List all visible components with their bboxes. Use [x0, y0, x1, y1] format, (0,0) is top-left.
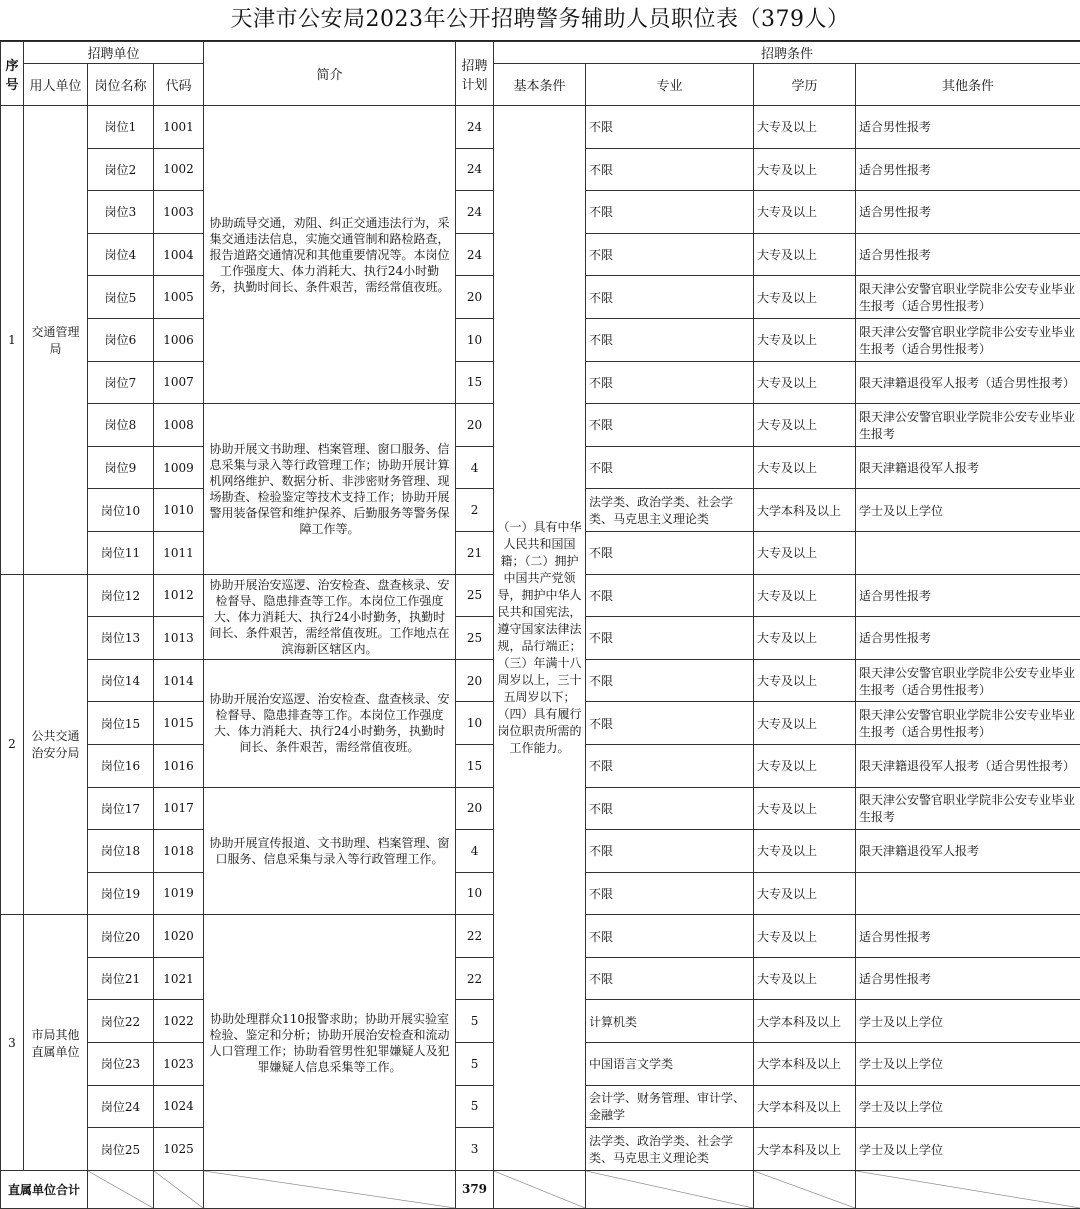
- major: 法学类、政治学类、社会学类、马克思主义理论类: [586, 489, 754, 532]
- education: 大学本科及以上: [754, 1000, 856, 1043]
- post-code: 1015: [154, 702, 204, 745]
- major: 计算机类: [586, 1000, 754, 1043]
- education: 大专及以上: [754, 872, 856, 915]
- other-conditions: 限天津公安警官职业学院非公安专业毕业生报考: [856, 787, 1080, 830]
- post-code: 1003: [154, 191, 204, 234]
- post-name: 岗位7: [88, 361, 154, 404]
- header-seq: 序号: [1, 42, 24, 106]
- education: 大专及以上: [754, 361, 856, 404]
- recruit-plan: 20: [456, 404, 494, 447]
- total-plan: 379: [456, 1170, 494, 1208]
- recruit-plan: 25: [456, 574, 494, 617]
- empty-cell: [586, 1170, 754, 1208]
- education: 大专及以上: [754, 148, 856, 191]
- empty-cell: [856, 1170, 1080, 1208]
- header-basic: 基本条件: [494, 64, 586, 106]
- other-conditions: 限天津公安警官职业学院非公安专业毕业生报考（适合男性报考）: [856, 659, 1080, 702]
- recruit-plan: 22: [456, 915, 494, 958]
- other-conditions: 适合男性报考: [856, 148, 1080, 191]
- education: 大专及以上: [754, 957, 856, 1000]
- major: 中国语言文学类: [586, 1043, 754, 1086]
- post-name: 岗位9: [88, 446, 154, 489]
- major: 不限: [586, 404, 754, 447]
- recruit-plan: 15: [456, 361, 494, 404]
- post-code: 1009: [154, 446, 204, 489]
- post-intro: 协助开展宣传报道、文书助理、档案管理、窗口服务、信息采集与录入等行政管理工作。: [204, 787, 456, 915]
- empty-cell: [494, 1170, 586, 1208]
- post-code: 1025: [154, 1128, 204, 1171]
- education: 大专及以上: [754, 446, 856, 489]
- other-conditions: 限天津籍退役军人报考: [856, 830, 1080, 873]
- recruit-plan: 24: [456, 148, 494, 191]
- post-name: 岗位19: [88, 872, 154, 915]
- post-name: 岗位24: [88, 1085, 154, 1128]
- recruit-plan: 21: [456, 531, 494, 574]
- post-code: 1018: [154, 830, 204, 873]
- other-conditions: 适合男性报考: [856, 574, 1080, 617]
- other-conditions: 学士及以上学位: [856, 1128, 1080, 1171]
- education: 大专及以上: [754, 191, 856, 234]
- post-name: 岗位8: [88, 404, 154, 447]
- post-name: 岗位6: [88, 318, 154, 361]
- education: 大学本科及以上: [754, 1128, 856, 1171]
- major: 不限: [586, 318, 754, 361]
- post-code: 1024: [154, 1085, 204, 1128]
- other-conditions: 适合男性报考: [856, 233, 1080, 276]
- post-code: 1014: [154, 659, 204, 702]
- post-code: 1023: [154, 1043, 204, 1086]
- major: 不限: [586, 574, 754, 617]
- post-code: 1022: [154, 1000, 204, 1043]
- header-plan: 招聘计划: [456, 42, 494, 106]
- post-name: 岗位21: [88, 957, 154, 1000]
- post-code: 1017: [154, 787, 204, 830]
- recruit-plan: 24: [456, 106, 494, 149]
- post-name: 岗位10: [88, 489, 154, 532]
- post-code: 1007: [154, 361, 204, 404]
- major: 不限: [586, 659, 754, 702]
- other-conditions: 适合男性报考: [856, 957, 1080, 1000]
- education: 大专及以上: [754, 787, 856, 830]
- other-conditions: 适合男性报考: [856, 106, 1080, 149]
- total-label: 直属单位合计: [1, 1170, 88, 1208]
- recruit-plan: 20: [456, 659, 494, 702]
- recruit-plan: 4: [456, 446, 494, 489]
- education: 大专及以上: [754, 233, 856, 276]
- other-conditions: 限天津籍退役军人报考: [856, 446, 1080, 489]
- post-name: 岗位18: [88, 830, 154, 873]
- basic-conditions: （一）具有中华人民共和国国籍；（二）拥护中国共产党领导，拥护中华人民共和国宪法，遵守国家法律法规，品行端正；（三）年满十八周岁以上，三十五周岁以下；（四）具有履行岗位职责所需的工作能力。: [494, 106, 586, 1171]
- other-conditions: 适合男性报考: [856, 617, 1080, 660]
- major: 不限: [586, 617, 754, 660]
- other-conditions: 学士及以上学位: [856, 1085, 1080, 1128]
- major: 不限: [586, 276, 754, 319]
- education: 大专及以上: [754, 404, 856, 447]
- recruit-plan: 4: [456, 830, 494, 873]
- other-conditions: 限天津籍退役军人报考（适合男性报考）: [856, 744, 1080, 787]
- empty-cell: [88, 1170, 154, 1208]
- major: 不限: [586, 191, 754, 234]
- page-title: 天津市公安局2023年公开招聘警务辅助人员职位表（379人）: [0, 0, 1080, 41]
- education: 大学本科及以上: [754, 1085, 856, 1128]
- group-seq: 2: [1, 574, 24, 915]
- education: 大学本科及以上: [754, 489, 856, 532]
- header-unit-group: 招聘单位: [24, 42, 204, 64]
- major: 不限: [586, 787, 754, 830]
- table-row: [1, 106, 1080, 149]
- group-unit: 市局其他直属单位: [24, 915, 88, 1171]
- post-name: 岗位14: [88, 659, 154, 702]
- group-seq: 3: [1, 915, 24, 1171]
- post-code: 1008: [154, 404, 204, 447]
- other-conditions: 限天津公安警官职业学院非公安专业毕业生报考（适合男性报考）: [856, 276, 1080, 319]
- post-code: 1013: [154, 617, 204, 660]
- other-conditions: 适合男性报考: [856, 915, 1080, 958]
- recruit-plan: 10: [456, 702, 494, 745]
- education: 大专及以上: [754, 915, 856, 958]
- post-name: 岗位12: [88, 574, 154, 617]
- major: 法学类、政治学类、社会学类、马克思主义理论类: [586, 1128, 754, 1171]
- education: 大专及以上: [754, 702, 856, 745]
- group-unit: 交通管理局: [24, 106, 88, 575]
- other-conditions: [856, 531, 1080, 574]
- post-name: 岗位23: [88, 1043, 154, 1086]
- other-conditions: [856, 872, 1080, 915]
- education: 大专及以上: [754, 744, 856, 787]
- header-education: 学历: [754, 64, 856, 106]
- post-name: 岗位11: [88, 531, 154, 574]
- other-conditions: 限天津公安警官职业学院非公安专业毕业生报考: [856, 404, 1080, 447]
- post-intro: 协助疏导交通，劝阻、纠正交通违法行为，采集交通违法信息，实施交通管制和路检路查，报告道路交通情况和其他重要情况等。本岗位工作强度大、体力消耗大、执行24小时勤务，执勤时间长、条件艰苦，需经常值夜班。: [204, 106, 456, 404]
- recruit-plan: 20: [456, 276, 494, 319]
- education: 大学本科及以上: [754, 1043, 856, 1086]
- post-code: 1021: [154, 957, 204, 1000]
- post-name: 岗位17: [88, 787, 154, 830]
- post-name: 岗位25: [88, 1128, 154, 1171]
- post-code: 1001: [154, 106, 204, 149]
- header-other: 其他条件: [856, 64, 1080, 106]
- header-code: 代码: [154, 64, 204, 106]
- post-name: 岗位3: [88, 191, 154, 234]
- post-code: 1010: [154, 489, 204, 532]
- recruit-plan: 5: [456, 1043, 494, 1086]
- position-table: [0, 41, 1080, 1209]
- recruit-plan: 3: [456, 1128, 494, 1171]
- major: 不限: [586, 702, 754, 745]
- major: 不限: [586, 446, 754, 489]
- empty-cell: [204, 1170, 456, 1208]
- recruit-plan: 24: [456, 233, 494, 276]
- education: 大专及以上: [754, 318, 856, 361]
- group-unit: 公共交通治安分局: [24, 574, 88, 915]
- recruit-plan: 5: [456, 1085, 494, 1128]
- post-code: 1012: [154, 574, 204, 617]
- other-conditions: 限天津籍退役军人报考（适合男性报考）: [856, 361, 1080, 404]
- education: 大专及以上: [754, 531, 856, 574]
- header-post-name: 岗位名称: [88, 64, 154, 106]
- empty-cell: [154, 1170, 204, 1208]
- post-name: 岗位16: [88, 744, 154, 787]
- recruit-plan: 10: [456, 872, 494, 915]
- major: 不限: [586, 957, 754, 1000]
- recruit-plan: 25: [456, 617, 494, 660]
- education: 大专及以上: [754, 106, 856, 149]
- major: 会计学、财务管理、审计学、金融学: [586, 1085, 754, 1128]
- recruit-plan: 20: [456, 787, 494, 830]
- recruit-plan: 5: [456, 1000, 494, 1043]
- post-intro: 协助开展治安巡逻、治安检查、盘查核录、安检督导、隐患排查等工作。本岗位工作强度大、体力消耗大、执行24小时勤务，执勤时间长、条件艰苦，需经常值夜班。: [204, 659, 456, 787]
- recruit-plan: 22: [456, 957, 494, 1000]
- header-major: 专业: [586, 64, 754, 106]
- post-code: 1020: [154, 915, 204, 958]
- major: 不限: [586, 531, 754, 574]
- recruit-plan: 15: [456, 744, 494, 787]
- education: 大专及以上: [754, 617, 856, 660]
- post-code: 1006: [154, 318, 204, 361]
- education: 大专及以上: [754, 659, 856, 702]
- post-code: 1002: [154, 148, 204, 191]
- post-code: 1016: [154, 744, 204, 787]
- education: 大专及以上: [754, 574, 856, 617]
- post-intro: 协助开展治安巡逻、治安检查、盘查核录、安检督导、隐患排查等工作。本岗位工作强度大、体力消耗大、执行24小时勤务，执勤时间长、条件艰苦，需经常值夜班。工作地点在滨海新区辖区内。: [204, 574, 456, 659]
- empty-cell: [754, 1170, 856, 1208]
- post-intro: 协助开展文书助理、档案管理、窗口服务、信息采集与录入等行政管理工作；协助开展计算机网络维护、数据分析、非涉密财务管理、现场勘查、检验鉴定等技术支持工作；协助开展警用装备保管和维护保养、后勤服务等警务保障工作等。: [204, 404, 456, 574]
- other-conditions: 学士及以上学位: [856, 1043, 1080, 1086]
- header-employer: 用人单位: [24, 64, 88, 106]
- header-intro: 简介: [204, 42, 456, 106]
- header-cond-group: 招聘条件: [494, 42, 1080, 64]
- major: 不限: [586, 744, 754, 787]
- education: 大专及以上: [754, 276, 856, 319]
- post-name: 岗位13: [88, 617, 154, 660]
- post-code: 1005: [154, 276, 204, 319]
- other-conditions: 限天津公安警官职业学院非公安专业毕业生报考（适合男性报考）: [856, 318, 1080, 361]
- major: 不限: [586, 148, 754, 191]
- post-name: 岗位5: [88, 276, 154, 319]
- major: 不限: [586, 361, 754, 404]
- post-name: 岗位1: [88, 106, 154, 149]
- other-conditions: 学士及以上学位: [856, 489, 1080, 532]
- group-seq: 1: [1, 106, 24, 575]
- major: 不限: [586, 830, 754, 873]
- post-code: 1004: [154, 233, 204, 276]
- post-code: 1019: [154, 872, 204, 915]
- major: 不限: [586, 872, 754, 915]
- post-name: 岗位15: [88, 702, 154, 745]
- major: 不限: [586, 233, 754, 276]
- education: 大专及以上: [754, 830, 856, 873]
- post-name: 岗位20: [88, 915, 154, 958]
- other-conditions: 限天津公安警官职业学院非公安专业毕业生报考（适合男性报考）: [856, 702, 1080, 745]
- major: 不限: [586, 915, 754, 958]
- other-conditions: 适合男性报考: [856, 191, 1080, 234]
- other-conditions: 学士及以上学位: [856, 1000, 1080, 1043]
- post-name: 岗位2: [88, 148, 154, 191]
- post-code: 1011: [154, 531, 204, 574]
- post-intro: 协助处理群众110报警求助；协助开展实验室检验、鉴定和分析；协助开展治安检查和流动人口管理工作；协助看管男性犯罪嫌疑人及犯罪嫌疑人信息采集等工作。: [204, 915, 456, 1171]
- recruit-plan: 10: [456, 318, 494, 361]
- post-name: 岗位22: [88, 1000, 154, 1043]
- recruit-plan: 24: [456, 191, 494, 234]
- major: 不限: [586, 106, 754, 149]
- recruit-plan: 2: [456, 489, 494, 532]
- post-name: 岗位4: [88, 233, 154, 276]
